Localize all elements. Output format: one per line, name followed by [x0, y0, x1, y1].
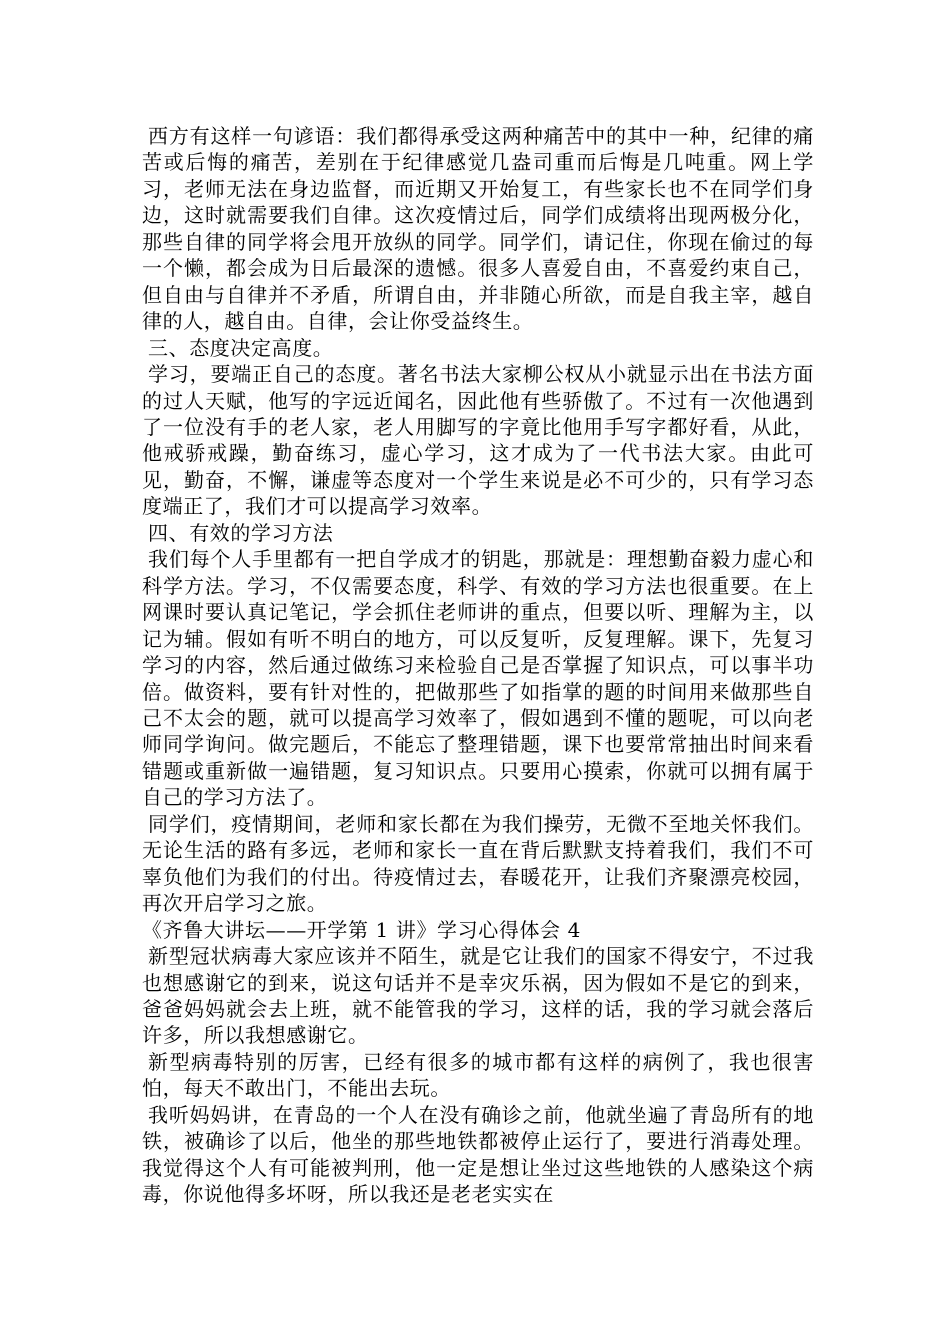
paragraph-attitude: 学习，要端正自己的态度。著名书法大家柳公权从小就显示出在书法方面的过人天赋，他写的字远近闻名，因此他有些骄傲了。不过有一次他遇到了一位没有手的老人家，老人用脚写的字竟比他用手写字都好看，从此，他戒骄戒躁，勤奋练习，虚心学习，这才成为了一代书法大家。由此可见，勤奋，不懈，谦虚等态度对一个学生来说是必不可少的，只有学习态度端正了，我们才可以提高学习效率。 [142, 362, 814, 519]
paragraph-virus-fear: 新型病毒特别的厉害，已经有很多的城市都有这样的病例了，我也很害怕，每天不敢出门，不能出去玩。 [142, 1049, 814, 1101]
essay-title: 《齐鲁大讲坛——开学第 1 讲》学习心得体会 4 [142, 917, 581, 942]
paragraph-self-discipline: 西方有这样一句谚语：我们都得承受这两种痛苦中的其中一种，纪律的痛苦或后悔的痛苦，差别在于纪律感觉几盎司重而后悔是几吨重。网上学习，老师无法在身边监督，而近期又开始复工，有些家长也不在同学们身边，这时就需要我们自律。这次疫情过后，同学们成绩将出现两极分化，那些自律的同学将会甩开放纵的同学。同学们，请记住，你现在偷过的每一个懒，都会成为日后最深的遗憾。很多人喜爱自由，不喜爱约束自己，但自由与自律并不矛盾，所谓自由，并非随心所欲，而是自我主宰，越自律的人，越自由。自律，会让你受益终生。 [142, 124, 814, 334]
section-heading-method: 四、有效的学习方法 [148, 520, 334, 545]
paragraph-qingdao-story: 我听妈妈讲，在青岛的一个人在没有确诊之前，他就坐遍了青岛所有的地铁，被确诊了以后，他坐的那些地铁都被停止运行了，要进行消毒处理。我觉得这个人有可能被判刑，他一定是想让坐过这些地铁的人感染这个病毒，你说他得多坏呀，所以我还是老老实实在 [142, 1102, 814, 1207]
section-heading-attitude: 三、态度决定高度。 [148, 335, 334, 360]
paragraph-method: 我们每个人手里都有一把自学成才的钥匙，那就是：理想勤奋毅力虚心和科学方法。学习，不仅需要态度，科学、有效的学习方法也很重要。在上网课时要认真记笔记，学会抓住老师讲的重点，但要以听、理解为主，以记为辅。假如有听不明白的地方，可以反复听，反复理解。课下，先复习学习的内容，然后通过做练习来检验自己是否掌握了知识点，可以事半功倍。做资料，要有针对性的，把做那些了如指掌的题的时间用来做那些自己不太会的题，就可以提高学习效率了，假如遇到不懂的题呢，可以向老师同学询问。做完题后，不能忘了整理错题，课下也要常常抽出时间来看错题或重新做一遍错题，复习知识点。只要用心摸索，你就可以拥有属于自己的学习方法了。 [142, 547, 814, 810]
paragraph-virus-intro: 新型冠状病毒大家应该并不陌生，就是它让我们的国家不得安宁，不过我也想感谢它的到来，说这句话并不是幸灾乐祸，因为假如不是它的到来，爸爸妈妈就会去上班，就不能管我的学习，这样的话，我的学习就会落后许多，所以我想感谢它。 [142, 944, 814, 1048]
document-body [142, 123, 814, 1208]
paragraph-closing: 同学们，疫情期间，老师和家长都在为我们操劳，无微不至地关怀我们。无论生活的路有多远，老师和家长一直在背后默默支持着我们，我们不可辜负他们为我们的付出。待疫情过去，春暖花开，让我们齐聚漂亮校园，再次开启学习之旅。 [142, 811, 814, 916]
